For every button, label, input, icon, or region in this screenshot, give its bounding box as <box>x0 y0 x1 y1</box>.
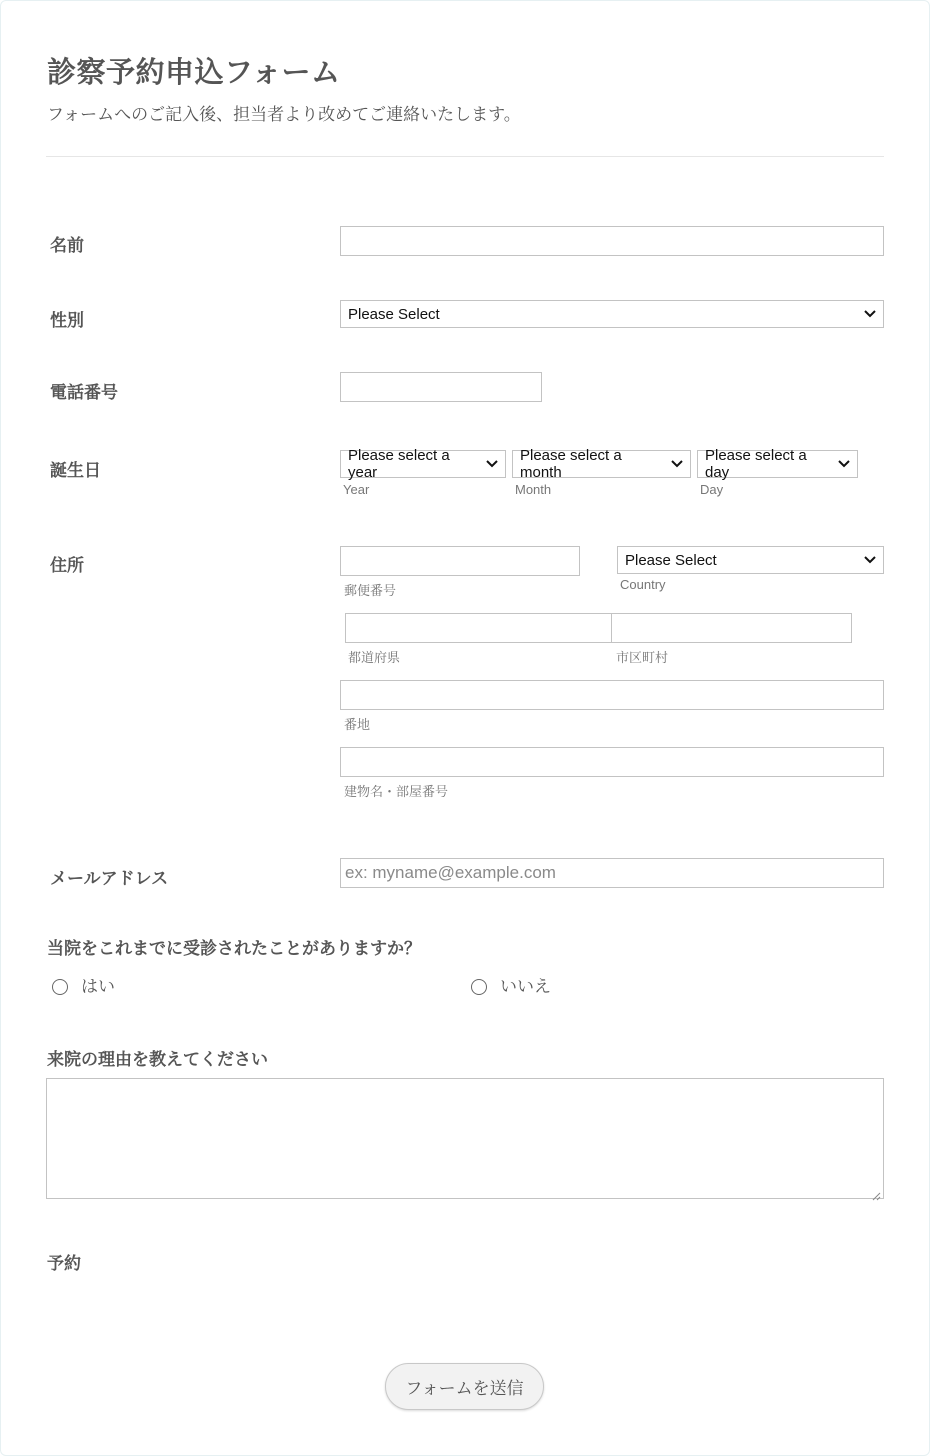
reservation-label: 予約 <box>47 1254 81 1274</box>
form-title: 診察予約申込フォーム <box>47 55 341 89</box>
street-input[interactable] <box>340 680 884 710</box>
birth-year-select[interactable] <box>340 447 506 481</box>
street-sublabel: 番地 <box>344 718 371 733</box>
postal-code-sublabel: 郵便番号 <box>344 584 397 599</box>
birth-day-select[interactable] <box>697 447 858 481</box>
radio-option-yes-label: はい <box>81 977 115 997</box>
radio-option-yes[interactable] <box>52 972 115 997</box>
birth-year-value: Please select a year <box>348 447 450 481</box>
form-subtitle: フォームへのご記入後、担当者より改めてご連絡いたします。 <box>47 105 521 125</box>
birthday-label: 誕生日 <box>50 461 101 481</box>
country-select[interactable] <box>617 546 884 574</box>
postal-code-input[interactable] <box>340 546 580 576</box>
building-input[interactable] <box>340 747 884 777</box>
phone-input[interactable] <box>340 372 542 402</box>
chevron-down-icon <box>486 457 498 471</box>
birth-day-value: Please select a day <box>705 447 807 481</box>
radio-option-no[interactable] <box>471 972 551 997</box>
birth-month-sublabel: Month <box>515 482 552 497</box>
submit-button[interactable]: フォームを送信 <box>385 1363 544 1410</box>
header-divider <box>46 156 884 157</box>
resize-grip-icon[interactable] <box>871 1186 881 1196</box>
chevron-down-icon <box>838 457 850 471</box>
city-input[interactable] <box>611 613 852 643</box>
building-sublabel: 建物名・部屋番号 <box>344 785 449 800</box>
chevron-down-icon <box>671 457 683 471</box>
radio-button[interactable] <box>52 979 68 995</box>
gender-select[interactable] <box>340 300 884 328</box>
radio-button[interactable] <box>471 979 487 995</box>
birth-year-sublabel: Year <box>343 482 370 497</box>
visited-before-label: 当院をこれまでに受診されたことがありますか？ <box>47 939 421 959</box>
radio-option-no-label: いいえ <box>500 977 551 997</box>
gender-select-value: Please Select <box>348 305 440 323</box>
reason-label: 来院の理由を教えてください <box>47 1050 268 1070</box>
chevron-down-icon <box>864 307 876 321</box>
reason-textarea[interactable] <box>46 1078 884 1199</box>
name-label: 名前 <box>50 236 84 256</box>
birth-month-select[interactable] <box>512 447 691 481</box>
chevron-down-icon <box>864 553 876 567</box>
country-select-value: Please Select <box>625 551 717 569</box>
phone-label: 電話番号 <box>50 383 118 403</box>
email-input[interactable] <box>340 858 884 888</box>
birth-day-sublabel: Day <box>700 482 724 497</box>
gender-label: 性別 <box>50 311 84 331</box>
address-label: 住所 <box>50 556 84 576</box>
prefecture-input[interactable] <box>345 613 612 643</box>
city-sublabel: 市区町村 <box>616 651 669 666</box>
birth-month-value: Please select a month <box>520 447 622 481</box>
prefecture-sublabel: 都道府県 <box>348 651 401 666</box>
name-input[interactable] <box>340 226 884 256</box>
email-label: メールアドレス <box>50 869 169 889</box>
country-sublabel: Country <box>620 577 666 592</box>
